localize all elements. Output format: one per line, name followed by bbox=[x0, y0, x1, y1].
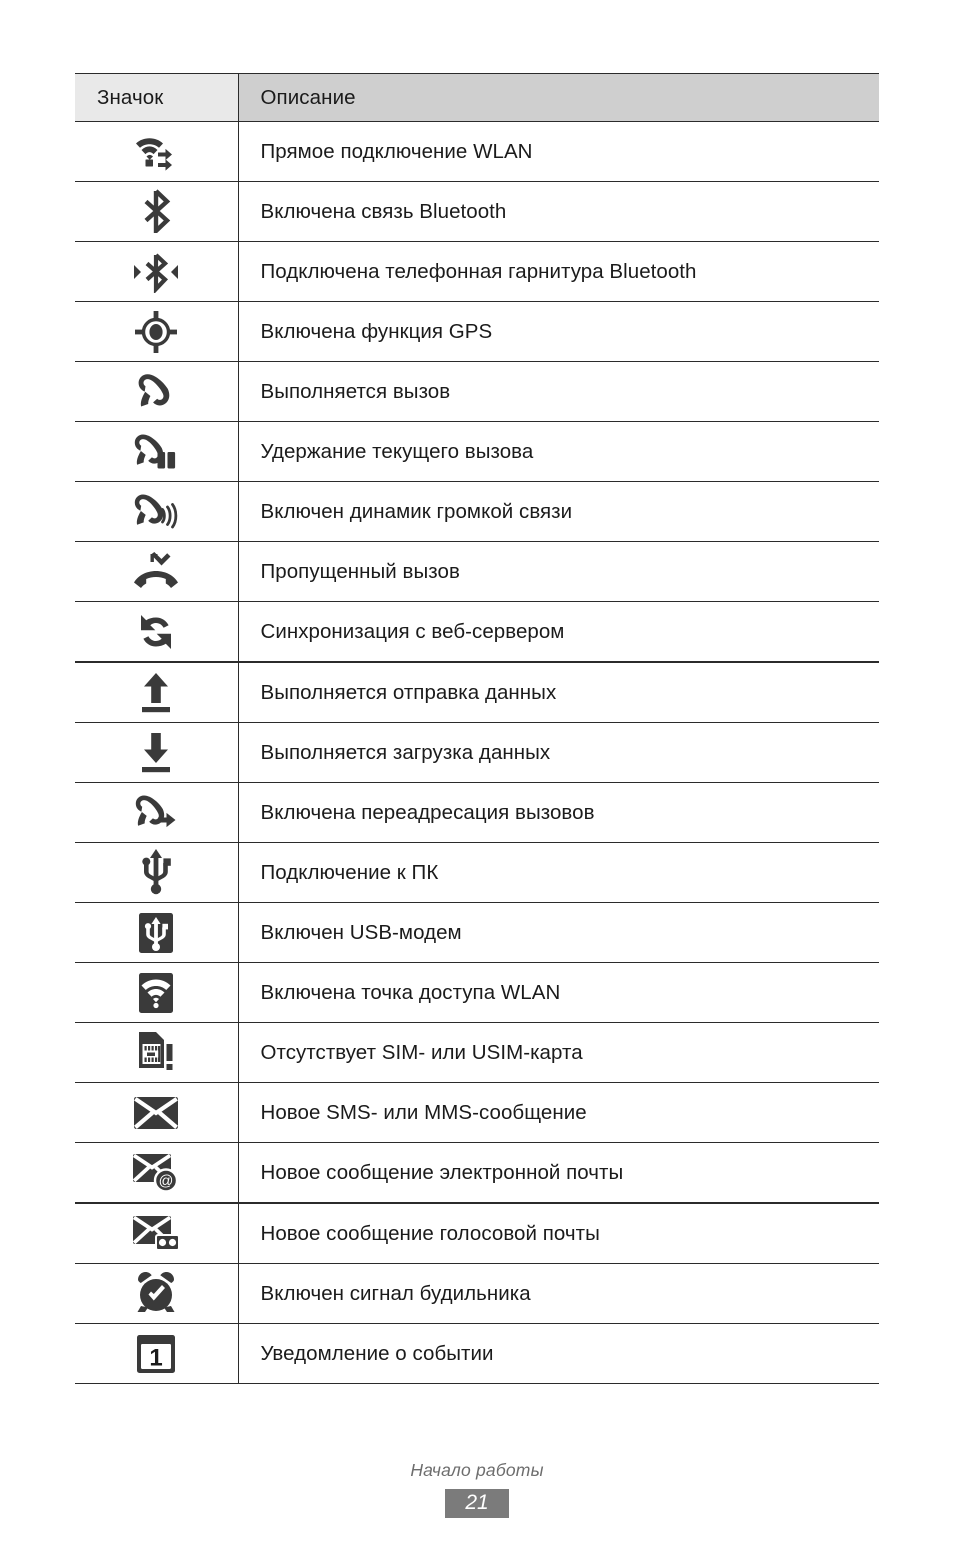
table-row bbox=[75, 903, 879, 963]
description-cell: Выполняется вызов bbox=[238, 362, 879, 422]
icon-cell bbox=[75, 362, 238, 422]
table-row bbox=[75, 662, 879, 723]
icon-cell bbox=[75, 963, 238, 1023]
description-cell: Новое сообщение электронной почты bbox=[238, 1143, 879, 1204]
description-cell: Выполняется отправка данных bbox=[238, 662, 879, 723]
description-cell: Включен динамик громкой связи bbox=[238, 482, 879, 542]
table-row bbox=[75, 723, 879, 783]
alarm-icon bbox=[130, 1267, 182, 1319]
table-row bbox=[75, 1083, 879, 1143]
footer-section-title: Начало работы bbox=[410, 1460, 544, 1480]
table-row bbox=[75, 182, 879, 242]
icon-cell bbox=[75, 1083, 238, 1143]
icon-cell bbox=[75, 242, 238, 302]
description-cell: Новое сообщение голосовой почты bbox=[238, 1203, 879, 1264]
icon-cell bbox=[75, 1264, 238, 1324]
missed-call-icon bbox=[130, 546, 182, 598]
status-icons-table bbox=[75, 73, 879, 1384]
description-cell: Включена связь Bluetooth bbox=[238, 182, 879, 242]
description-cell: Подключена телефонная гарнитура Bluetooth bbox=[238, 242, 879, 302]
column-header-icon: Значок bbox=[75, 74, 238, 122]
description-cell: Включена функция GPS bbox=[238, 302, 879, 362]
new-voicemail-icon bbox=[130, 1208, 182, 1260]
upload-icon bbox=[130, 667, 182, 719]
column-header-description: Описание bbox=[238, 74, 879, 122]
table-row bbox=[75, 122, 879, 182]
description-cell: Подключение к ПК bbox=[238, 843, 879, 903]
description-cell: Прямое подключение WLAN bbox=[238, 122, 879, 182]
table-row bbox=[75, 1143, 879, 1204]
wifi-hotspot-icon bbox=[130, 967, 182, 1019]
table-row bbox=[75, 1203, 879, 1264]
usb-icon bbox=[130, 846, 182, 898]
description-cell: Отсутствует SIM- или USIM-карта bbox=[238, 1023, 879, 1083]
icon-cell bbox=[75, 302, 238, 362]
bluetooth-icon bbox=[130, 185, 182, 237]
description-cell: Уведомление о событии bbox=[238, 1324, 879, 1384]
icon-cell bbox=[75, 482, 238, 542]
table-row bbox=[75, 422, 879, 482]
table-row bbox=[75, 542, 879, 602]
description-cell: Включена точка доступа WLAN bbox=[238, 963, 879, 1023]
svg-text:1: 1 bbox=[149, 1344, 163, 1371]
table-row bbox=[75, 602, 879, 663]
table-row bbox=[75, 362, 879, 422]
icon-cell bbox=[75, 1324, 238, 1384]
icon-cell bbox=[75, 843, 238, 903]
icon-cell bbox=[75, 723, 238, 783]
page-number-badge: 21 bbox=[445, 1489, 509, 1519]
sync-icon bbox=[130, 606, 182, 658]
usb-tethering-icon bbox=[130, 907, 182, 959]
table-row bbox=[75, 1264, 879, 1324]
icon-cell bbox=[75, 182, 238, 242]
description-cell: Включена переадресация вызовов bbox=[238, 783, 879, 843]
wifi-direct-icon bbox=[130, 126, 182, 178]
table-row bbox=[75, 783, 879, 843]
table-row bbox=[75, 963, 879, 1023]
download-icon bbox=[130, 727, 182, 779]
description-cell: Пропущенный вызов bbox=[238, 542, 879, 602]
table-header bbox=[75, 74, 879, 122]
icon-cell bbox=[75, 422, 238, 482]
page-footer bbox=[0, 1462, 954, 1518]
table-body bbox=[75, 122, 879, 1384]
table-row bbox=[75, 1023, 879, 1083]
icon-cell bbox=[75, 662, 238, 723]
table-row bbox=[75, 242, 879, 302]
call-in-progress-icon bbox=[130, 366, 182, 418]
icon-cell bbox=[75, 1203, 238, 1264]
sim-missing-icon bbox=[130, 1026, 182, 1078]
description-cell: Новое SMS- или MMS-сообщение bbox=[238, 1083, 879, 1143]
svg-text:@: @ bbox=[158, 1173, 174, 1190]
event-notification-icon bbox=[130, 1328, 182, 1380]
description-cell: Включен USB-модем bbox=[238, 903, 879, 963]
new-email-icon bbox=[130, 1147, 182, 1199]
description-cell: Выполняется загрузка данных bbox=[238, 723, 879, 783]
icon-cell bbox=[75, 903, 238, 963]
table-row bbox=[75, 1324, 879, 1384]
table-row bbox=[75, 302, 879, 362]
table-header-row bbox=[75, 74, 879, 122]
description-cell: Синхронизация с веб-сервером bbox=[238, 602, 879, 663]
description-cell: Удержание текущего вызова bbox=[238, 422, 879, 482]
speakerphone-icon bbox=[130, 486, 182, 538]
bluetooth-headset-icon bbox=[130, 246, 182, 298]
icon-cell bbox=[75, 122, 238, 182]
icon-cell bbox=[75, 1023, 238, 1083]
icon-cell bbox=[75, 602, 238, 663]
description-cell: Включен сигнал будильника bbox=[238, 1264, 879, 1324]
icon-cell bbox=[75, 1143, 238, 1204]
gps-icon bbox=[130, 306, 182, 358]
call-forwarding-icon bbox=[130, 787, 182, 839]
table-row bbox=[75, 843, 879, 903]
new-message-icon bbox=[130, 1087, 182, 1139]
icon-cell bbox=[75, 542, 238, 602]
icon-cell bbox=[75, 783, 238, 843]
table-row bbox=[75, 482, 879, 542]
call-on-hold-icon bbox=[130, 426, 182, 478]
